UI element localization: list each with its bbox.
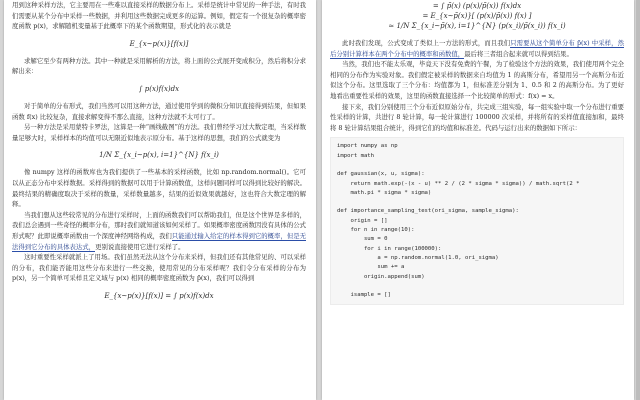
code-line: origin = [] <box>337 217 388 224</box>
code-line: sum = 0 <box>337 236 388 243</box>
code-line: a = np.random.normal(1.0, ori_sigma) <box>337 254 499 261</box>
code-line: for n in range(10): <box>337 227 415 234</box>
right-column <box>322 2 634 305</box>
paragraph: 对于简单的分布形式，我们当然可以用这种方法，通过使用学到的微积分知识直接得到结果，但如果函数 f(x) 比较复杂，直接求解变得不那么直接，这种方法就不太可行了。 <box>12 101 306 121</box>
code-line <box>337 282 617 291</box>
code-line: def importance_sampling_test(ori_sigma, sample_sigma): <box>337 208 519 215</box>
code-line: isample = [] <box>337 292 391 299</box>
highlighted-text: 只能通过输入给定的样本得到它的概率，但是无法得到它分布的具体表达式， <box>12 231 307 251</box>
highlighted-text: 只需要从这个简单分布 p̃(x) 中采样，然后分别计算样本在两个分布中的概率和函数值， <box>330 39 625 58</box>
code-line: for i in range(100000): <box>337 245 442 252</box>
code-line: def gaussian(x, u, sigma): <box>337 171 425 178</box>
code-block <box>330 137 624 305</box>
code-line: origin.append(sum) <box>337 273 425 280</box>
formula-monte-carlo: 1/N Σ_{x_i~p(x), i=1}^{N} f(x_i) <box>99 151 219 160</box>
paragraph <box>12 210 306 252</box>
paragraph: 当然，我们也不能太乐观，毕竟天下没有免费的午餐，为了检验这个方法的效果，我们使用两个完全相同的分布作为实验对象。我们假定被采样的数据来自均值为 1 的高斯分布，希望用另一个高斯分布近似这个分布。这里选取了三个分布：均值都为 1，但标准差分别为 1、0.5 和 2 的高斯分布。为了更好地看出重要性采样的效果，这里的函数直接选择一个比较简单的形式：f(x) = x。 <box>330 60 624 100</box>
formula-line-3: ≃ 1/N Σ_{x_i~p̃(x), i=1}^{N} (p(x_i)/p̃(x_i)) f(x_i) <box>388 22 566 30</box>
right-page <box>322 0 634 400</box>
code-line: import math <box>337 152 375 159</box>
code-line: import numpy as np <box>337 143 398 150</box>
left-page <box>4 0 316 400</box>
paragraph: 另一种方法是采用蒙特卡罗法，这算是一种“画线截图”的方法。我们曾经学习过大数定理，当采样数量足够大时，采样样本的均值可以无限近似地表示原分布。基于这样的思想，我们的公式就变为 <box>12 123 306 142</box>
paragraph: 这时重要性采样就派上了用场。我们虽然无法从这个分布来采样，但我们还有其他常见的、可以采样的分布，我们能否能用这些分布来进行一些交换，使用常见的分布采样呢？我们令分布采样的分布为 p(x)，另一个简单可采样且定义域与 p(x) 相同的概率密度函数为 p̃(x)，我们可以得到 <box>12 253 306 283</box>
formula-line-1: = ∫ p̃(x) (p(x)/p̃(x)) f(x)dx <box>432 2 522 10</box>
paragraph: 用到这种采样方法，它主要用在一些难以直接采样的数据分布上。采样是统计中常见的一种手法，有时我们需要从某个分布中采样一些数据，并利用这些数据完成更多的运算。例如，假定有一个很复杂的概率密度函数 p(x)，求解随机变量基于此概率下的某个函数期望，形式化的表示就是 <box>12 1 306 31</box>
scrollbar-track[interactable] <box>636 0 640 400</box>
paragraph: 求解它至少有两种方法。其中一种就是采用解析的方法，将上面的公式展开变成积分，然后将积分求解出来： <box>12 56 306 76</box>
code-line: math.pi * sigma * sigma) <box>337 189 432 196</box>
formula-line-2: = E_{x~p̃(x)}[ (p(x)/p̃(x)) f(x) ] <box>422 12 532 20</box>
formula-expectation-integral: E_{x~p(x)}[f(x)] = ∫ p(x)f(x)dx <box>104 291 214 300</box>
paragraph-text: 最后将三者组合起来就可以得到结果。 <box>464 49 573 58</box>
paragraph-text: 更别说直接使用它进行采样了。 <box>95 242 185 251</box>
paragraph-text: 当我们想从这些较常见的分布进行采样时，上面的函数我们可以帮助我们，但是这个世界是多样的，我们总会遇到一些奇怪的概率分布，那时我们就知道该如何采样了。如果概率密度函数因没有具体的公式形式呢？此即说概率函数由一个深度神经网络构成，我们 <box>12 210 306 240</box>
code-line: return math.exp(-(x - u) ** 2 / (2 * sigma * sigma)) / math.sqrt(2 * <box>337 180 580 187</box>
paragraph <box>330 38 624 59</box>
code-line <box>337 161 617 170</box>
paragraph: 接下来，我们分别使用三个分布近似原始分布，共完成三组实验，每一组实验中取一个分布进行重要性采样的计算，共进行 8 轮计算，每一轮计算进行 100000 次采样，并将所有的采样值直接加和，最终将 8 轮计算结果组合统计，得到它们的均值和标准差。代码与运行出来的数据如下所示： <box>330 102 624 132</box>
left-column <box>4 0 316 300</box>
code-line: sum += a <box>337 264 405 271</box>
paragraph: 像 numpy 这样的函数库也为我们提供了一些基本的采样函数，比如 np.random.normal()。它可以从正态分布中采样数据。采样得到的数据可以用于计算函数值，这样问题同样可以得到比较好的解决。最终结果的精确度取决于采样的数量，采样数量越多，结果的近似效果就越好，这也符合大数定理的解释。 <box>12 168 306 209</box>
formula-expectation: E_{x~p(x)}[f(x)] <box>129 39 189 48</box>
code-line <box>337 198 617 207</box>
paragraph-text: 此时我们发现，公式变成了类似上一方法的形式，而且我们 <box>342 39 511 47</box>
formula-integral: ∫ p(x)f(x)dx <box>138 84 180 93</box>
